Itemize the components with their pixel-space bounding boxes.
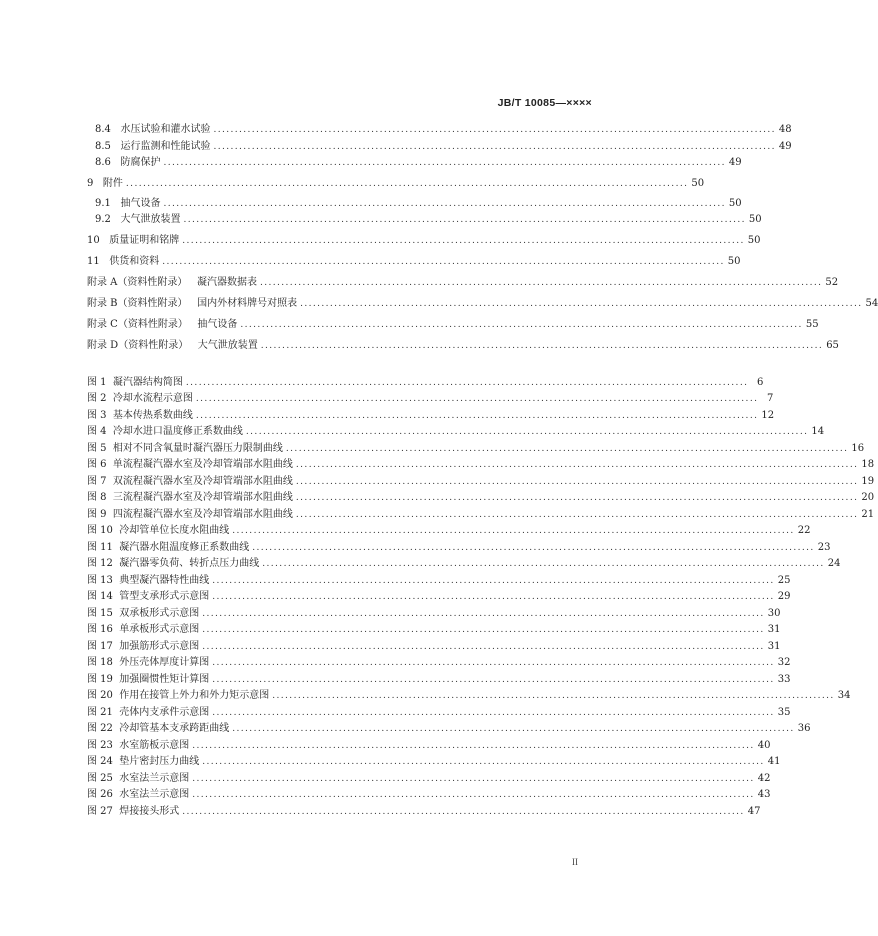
figure-entry-number: 图 4	[87, 426, 107, 437]
figure-entry-title: 双承板形式示意图	[119, 608, 200, 619]
dot-leader: ....................................................................................................................................	[213, 142, 776, 152]
figure-entry-number: 图 8	[87, 492, 107, 503]
figure-entry-number: 图 12	[87, 558, 113, 569]
toc-entry-number: 附录 A（资料性附录）	[87, 277, 188, 288]
toc-entry-page: 50	[748, 214, 762, 225]
figure-entry-page: 32	[777, 657, 791, 668]
figure-entry[interactable]	[87, 689, 851, 703]
toc-entry[interactable]	[87, 318, 819, 332]
toc-entry-number: 附录 C（资料性附录）	[87, 319, 188, 330]
toc-entry-title: 供货和资料	[109, 256, 160, 267]
figure-entry-number: 图 23	[87, 740, 113, 751]
figure-entry-title: 管型支承形式示意图	[119, 591, 210, 602]
dot-leader: ....................................................................................................................................	[232, 526, 795, 536]
figure-entry-title: 壳体内支承件示意图	[119, 707, 210, 718]
dot-leader: ....................................................................................................................................	[163, 199, 726, 209]
figure-entry-page: 6	[756, 377, 764, 388]
toc-entry-number: 8.6	[95, 157, 111, 168]
dot-leader: ....................................................................................................................................	[192, 774, 755, 784]
toc-entry-page: 50	[727, 256, 741, 267]
toc-entry-page: 50	[747, 235, 761, 246]
toc-entry[interactable]	[87, 276, 839, 290]
figure-entry[interactable]	[87, 541, 831, 555]
figure-entry[interactable]	[87, 640, 781, 654]
figure-entry[interactable]	[87, 805, 761, 819]
toc-entry-page: 65	[826, 340, 839, 351]
toc-entry-number: 11	[87, 256, 100, 267]
figure-entry-page: 7	[766, 393, 774, 404]
figure-entry-number: 图 3	[87, 410, 107, 421]
figure-entry-title: 水室筋板示意图	[119, 740, 190, 751]
toc-entry-title: 运行监测和性能试验	[120, 141, 211, 152]
figure-entry[interactable]	[87, 673, 791, 687]
figure-entry-title: 凝汽器结构简图	[112, 377, 183, 388]
dot-leader: ....................................................................................................................................	[202, 609, 765, 619]
dot-leader: ....................................................................................................................................	[212, 708, 775, 718]
figure-entry[interactable]	[87, 607, 781, 621]
figure-entry-page: 31	[767, 641, 781, 652]
toc-entry-title: 抽气设备	[197, 319, 238, 330]
figure-entry-title: 水室法兰示意图	[119, 789, 190, 800]
figure-entry-page: 16	[851, 443, 865, 454]
page-number: II	[572, 857, 578, 867]
figure-entry-number: 图 16	[87, 624, 113, 635]
figure-entry-title: 冷却管基本支承跨距曲线	[119, 723, 230, 734]
figure-entry[interactable]	[87, 508, 875, 522]
figure-entry-number: 图 15	[87, 608, 113, 619]
dot-leader: ....................................................................................................................................	[163, 158, 726, 168]
toc-entry-title: 大气泄放装置	[120, 214, 181, 225]
figure-entry[interactable]	[87, 557, 841, 571]
figure-entry-title: 水室法兰示意图	[119, 773, 190, 784]
figure-entry[interactable]	[87, 722, 811, 736]
toc-entry[interactable]	[95, 213, 762, 227]
dot-leader: ....................................................................................................................................	[183, 215, 746, 225]
figure-entry-number: 图 11	[87, 542, 113, 553]
toc-entry[interactable]	[87, 297, 878, 311]
figure-entry[interactable]	[87, 739, 771, 753]
dot-leader: ....................................................................................................................................	[162, 257, 725, 267]
toc-entry-title: 大气泄放装置	[197, 340, 258, 351]
toc-entry-title: 抽气设备	[120, 198, 161, 209]
figure-entry-number: 图 19	[87, 674, 113, 685]
toc-entry-page: 52	[825, 277, 839, 288]
figure-entry-title: 加强筋形式示意图	[119, 641, 200, 652]
dot-leader: ....................................................................................................................................	[182, 807, 745, 817]
figure-entry-number: 图 26	[87, 789, 113, 800]
toc-entry-number: 9	[87, 178, 94, 189]
figure-entry-title: 单流程凝汽器水室及冷却管端部水阻曲线	[112, 459, 293, 470]
figure-entry-title: 三流程凝汽器水室及冷却管端部水阻曲线	[112, 492, 293, 503]
figure-entry-number: 图 5	[87, 443, 107, 454]
dot-leader: ....................................................................................................................................	[213, 125, 776, 135]
figure-entry-number: 图 14	[87, 591, 113, 602]
figure-entry-title: 冷却管单位长度水阻曲线	[119, 525, 230, 536]
document-code-header: JB/T 10085—××××	[497, 97, 592, 109]
figure-entry-title: 典型凝汽器特性曲线	[119, 575, 210, 586]
toc-entry-number: 9.2	[95, 214, 111, 225]
toc-entry[interactable]	[95, 156, 742, 170]
toc-entry-page: 50	[691, 178, 705, 189]
dot-leader: ....................................................................................................................................	[192, 790, 755, 800]
figure-entry-number: 图 21	[87, 707, 113, 718]
toc-entry[interactable]	[87, 177, 705, 191]
figure-entry[interactable]	[87, 590, 791, 604]
figure-entry[interactable]	[87, 409, 775, 423]
dot-leader: ....................................................................................................................................	[125, 179, 689, 189]
figure-entry-page: 34	[837, 690, 851, 701]
dot-leader: ....................................................................................................................................	[212, 592, 775, 602]
figure-entry-page: 36	[797, 723, 811, 734]
toc-entry[interactable]	[87, 255, 741, 269]
toc-entry-number: 附录 D（资料性附录）	[87, 340, 189, 351]
figure-entry-title: 凝汽器零负荷、转折点压力曲线	[119, 558, 260, 569]
figure-entry-page: 30	[767, 608, 781, 619]
toc-entry-number: 9.1	[95, 198, 111, 209]
dot-leader: ....................................................................................................................................	[285, 444, 849, 454]
figure-entry-number: 图 25	[87, 773, 113, 784]
dot-leader: ....................................................................................................................................	[212, 658, 775, 668]
figure-entry-number: 图 13	[87, 575, 113, 586]
figure-entry-page: 14	[811, 426, 825, 437]
toc-entry[interactable]	[87, 234, 761, 248]
figure-entry-number: 图 17	[87, 641, 113, 652]
figure-entry-number: 图 10	[87, 525, 113, 536]
figure-entry-page: 23	[817, 542, 831, 553]
dot-leader: ....................................................................................................................................	[295, 510, 859, 520]
figure-entry-page: 25	[777, 575, 791, 586]
toc-entry-page: 54	[865, 298, 878, 309]
toc-entry-page: 55	[805, 319, 819, 330]
figure-entry-number: 图 1	[87, 377, 107, 388]
figure-entry[interactable]	[87, 772, 771, 786]
figure-entry[interactable]	[87, 755, 781, 769]
toc-entry-title: 水压试验和灌水试验	[120, 124, 211, 135]
figure-entry-page: 29	[777, 591, 791, 602]
figure-entry-title: 冷却水流程示意图	[112, 393, 193, 404]
figure-entry-page: 31	[767, 624, 781, 635]
figure-entry-title: 焊接接头形式	[119, 806, 180, 817]
figure-entry-page: 12	[761, 410, 775, 421]
figure-entry-title: 作用在接管上外力和外力矩示意图	[119, 690, 270, 701]
dot-leader: ....................................................................................................................................	[300, 299, 863, 309]
figure-entry-page: 33	[777, 674, 791, 685]
figure-entry-page: 22	[797, 525, 811, 536]
figure-entry-number: 图 20	[87, 690, 113, 701]
dot-leader: ....................................................................................................................................	[212, 675, 775, 685]
figure-entry-page: 47	[747, 806, 761, 817]
figure-entry-number: 图 27	[87, 806, 113, 817]
figure-entry-number: 图 24	[87, 756, 113, 767]
figure-entry[interactable]	[87, 475, 875, 489]
toc-entry[interactable]	[95, 197, 742, 211]
figure-entry-number: 图 18	[87, 657, 113, 668]
toc-entry-page: 49	[778, 141, 792, 152]
dot-leader: ....................................................................................................................................	[260, 341, 824, 351]
figure-entry[interactable]	[87, 623, 781, 637]
toc-entry-title: 质量证明和铭牌	[109, 235, 180, 246]
dot-leader: ....................................................................................................................................	[195, 411, 759, 421]
figure-entry[interactable]	[87, 458, 875, 472]
figure-entry-page: 18	[861, 459, 875, 470]
figure-entry-page: 43	[757, 789, 771, 800]
toc-entry-number: 8.5	[95, 141, 111, 152]
dot-leader: ....................................................................................................................................	[212, 576, 775, 586]
figure-entry-number: 图 9	[87, 509, 107, 520]
figure-entry[interactable]	[87, 706, 791, 720]
figure-entry-title: 冷却水进口温度修正系数曲线	[112, 426, 243, 437]
dot-leader: ....................................................................................................................................	[202, 757, 765, 767]
figure-entry-title: 四流程凝汽器水室及冷却管端部水阻曲线	[112, 509, 293, 520]
figure-entry[interactable]	[87, 524, 811, 538]
dot-leader: ....................................................................................................................................	[240, 320, 803, 330]
figure-entry-title: 垫片密封压力曲线	[119, 756, 200, 767]
toc-entry-page: 48	[778, 124, 792, 135]
toc-entry-title: 附件	[102, 178, 123, 189]
toc-entry-number: 10	[87, 235, 100, 246]
figure-entry-page: 41	[767, 756, 781, 767]
figure-entry-page: 42	[757, 773, 771, 784]
figure-entry[interactable]	[87, 442, 865, 456]
toc-entry[interactable]	[95, 123, 792, 137]
dot-leader: ....................................................................................................................................	[182, 236, 745, 246]
figure-entry-title: 外压壳体厚度计算图	[119, 657, 210, 668]
toc-entry-number: 8.4	[95, 124, 111, 135]
toc-entry[interactable]	[95, 140, 792, 154]
figure-entry[interactable]	[87, 788, 771, 802]
figure-entry-title: 相对不同含氧量时凝汽器压力限制曲线	[112, 443, 283, 454]
toc-entry-title: 国内外材料牌号对照表	[197, 298, 298, 309]
figure-entry[interactable]	[87, 491, 875, 505]
figure-entry-title: 加强圈惯性矩计算图	[119, 674, 210, 685]
figure-entry-number: 图 6	[87, 459, 107, 470]
dot-leader: ....................................................................................................................................	[202, 625, 765, 635]
figure-entry-number: 图 22	[87, 723, 113, 734]
figure-entry[interactable]	[87, 574, 791, 588]
dot-leader: ....................................................................................................................................	[202, 642, 765, 652]
dot-leader: ....................................................................................................................................	[192, 741, 755, 751]
figure-entry-page: 24	[827, 558, 841, 569]
figure-entry-number: 图 7	[87, 476, 107, 487]
figure-entry-number: 图 2	[87, 393, 107, 404]
figure-entry[interactable]	[87, 392, 774, 406]
dot-leader: ....................................................................................................................................	[195, 394, 759, 404]
dot-leader: ....................................................................................................................................	[272, 691, 835, 701]
figure-entry-title: 双流程凝汽器水室及冷却管端部水阻曲线	[112, 476, 293, 487]
figure-entry-page: 35	[777, 707, 791, 718]
figure-entry-title: 基本传热系数曲线	[112, 410, 193, 421]
figure-entry-page: 21	[861, 509, 875, 520]
toc-entry-title: 防腐保护	[120, 157, 161, 168]
dot-leader: ....................................................................................................................................	[252, 543, 815, 553]
toc-entry-page: 49	[728, 157, 742, 168]
dot-leader: ....................................................................................................................................	[245, 427, 809, 437]
toc-entry[interactable]	[87, 339, 839, 353]
figure-entry[interactable]	[87, 425, 825, 439]
dot-leader: ....................................................................................................................................	[185, 378, 749, 388]
dot-leader: ....................................................................................................................................	[295, 460, 859, 470]
figure-entry-page: 19	[861, 476, 875, 487]
figure-entry[interactable]	[87, 376, 764, 390]
toc-entry-page: 50	[728, 198, 742, 209]
figure-entry-title: 凝汽器水阻温度修正系数曲线	[119, 542, 250, 553]
figure-entry-page: 40	[757, 740, 771, 751]
toc-entry-number: 附录 B（资料性附录）	[87, 298, 188, 309]
toc-entry-title: 凝汽器数据表	[196, 277, 257, 288]
dot-leader: ....................................................................................................................................	[262, 559, 825, 569]
figure-entry[interactable]	[87, 656, 791, 670]
dot-leader: ....................................................................................................................................	[232, 724, 795, 734]
dot-leader: ....................................................................................................................................	[295, 477, 859, 487]
dot-leader: ....................................................................................................................................	[259, 278, 823, 288]
figure-entry-title: 单承板形式示意图	[119, 624, 200, 635]
figure-entry-page: 20	[861, 492, 875, 503]
dot-leader: ....................................................................................................................................	[295, 493, 859, 503]
